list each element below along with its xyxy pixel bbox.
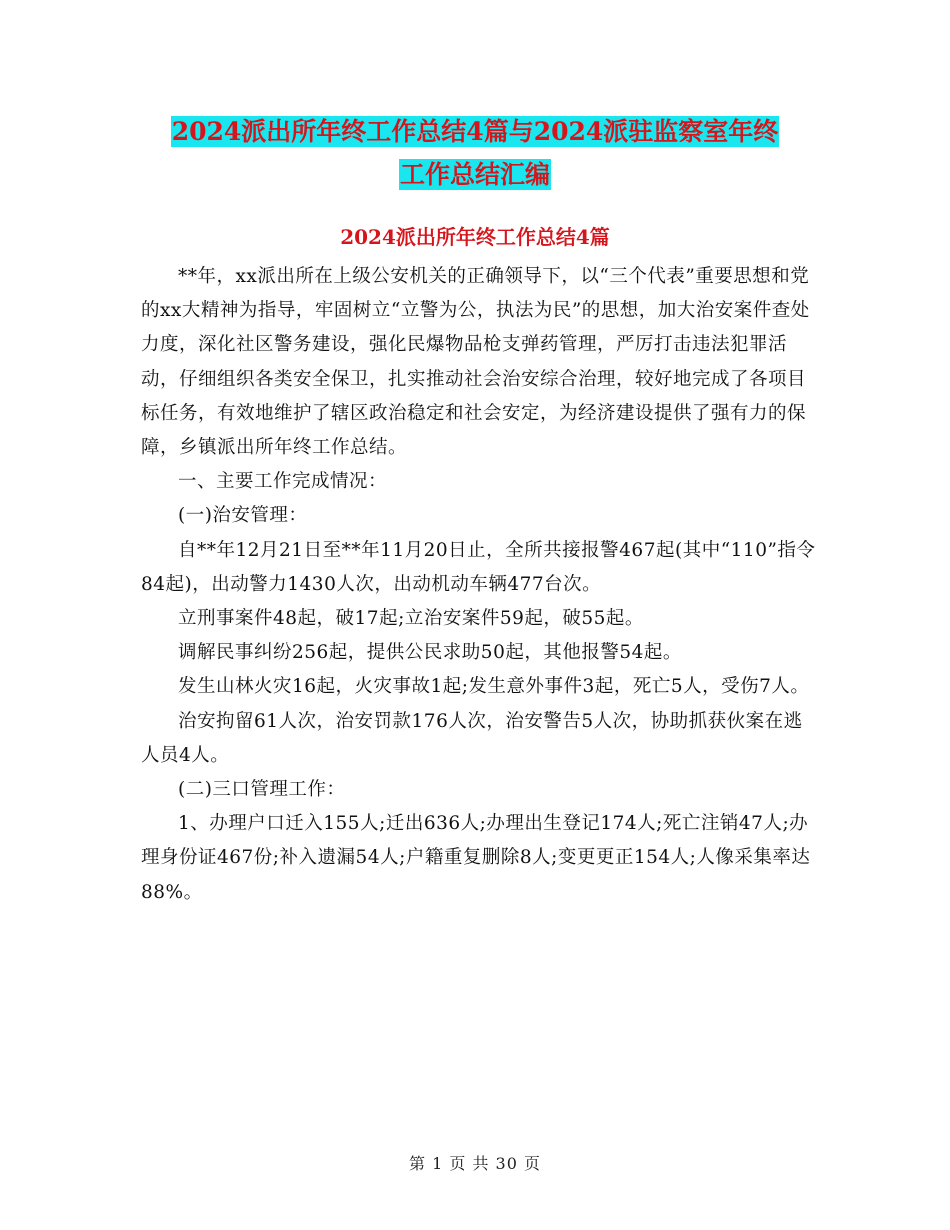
document-title-line-1 bbox=[0, 115, 950, 149]
paragraph-fire-stats: 发生山林火灾16起，火灾事故1起;发生意外事件3起，死亡5人，受伤7人。 bbox=[178, 676, 810, 698]
paragraph-heading-security: (一)治安管理： bbox=[178, 505, 308, 527]
paragraph-intro: **年，xx派出所在上级公安机关的正确领导下，以“三个代表”重要思想和党的xx大精神为指导，牢固树立“立警为公，执法为民”的思想，加大治安案件查处力度，深化社区警务建设，强化民爆物品枪支弹药管理，严厉打击违法犯罪活动，仔细组织各类安全保卫，扎实推动社会治安综合治理，较好地完成了各项目标任务，有效地维护了辖区政治稳定和社会安定，为经济建设提供了强有力的保障，乡镇派出所年终工作总结。 bbox=[141, 266, 810, 459]
document-title-text-2: 工作总结汇编 bbox=[399, 160, 550, 189]
paragraph-alarm-stats: 自**年12月21日至**年11月20日止，全所共接报警467起(其中“110”指令84起)，出动警力1430人次，出动机动车辆477台次。 bbox=[141, 539, 816, 595]
document-title-text-1: 2024派出所年终工作总结4篇与2024派驻监察室年终 bbox=[171, 117, 779, 146]
document-title-line-2 bbox=[0, 158, 950, 192]
paragraph-household-stats: 1、办理户口迁入155人;迁出636人;办理出生登记174人;死亡注销47人;办理身份证467份;补入遗漏54人;户籍重复删除8人;变更更正154人;人像采集率达88%。 bbox=[141, 813, 811, 903]
paragraph-case-stats: 立刑事案件48起，破17起;立治安案件59起，破55起。 bbox=[178, 608, 644, 630]
paragraph-heading-household: (二)三口管理工作： bbox=[178, 779, 346, 801]
page-number-footer: 第 1 页 共 30 页 bbox=[409, 1154, 541, 1173]
document-body bbox=[141, 260, 821, 910]
paragraph-detention-stats: 治安拘留61人次，治安罚款176人次，治安警告5人次，协助抓获伙案在逃人员4人。 bbox=[141, 710, 803, 766]
paragraph-heading-main-work: 一、主要工作完成情况： bbox=[178, 471, 388, 493]
section-title: 2024派出所年终工作总结4篇 bbox=[340, 225, 610, 249]
paragraph-dispute-stats: 调解民事纠纷256起，提供公民求助50起，其他报警54起。 bbox=[178, 642, 682, 664]
